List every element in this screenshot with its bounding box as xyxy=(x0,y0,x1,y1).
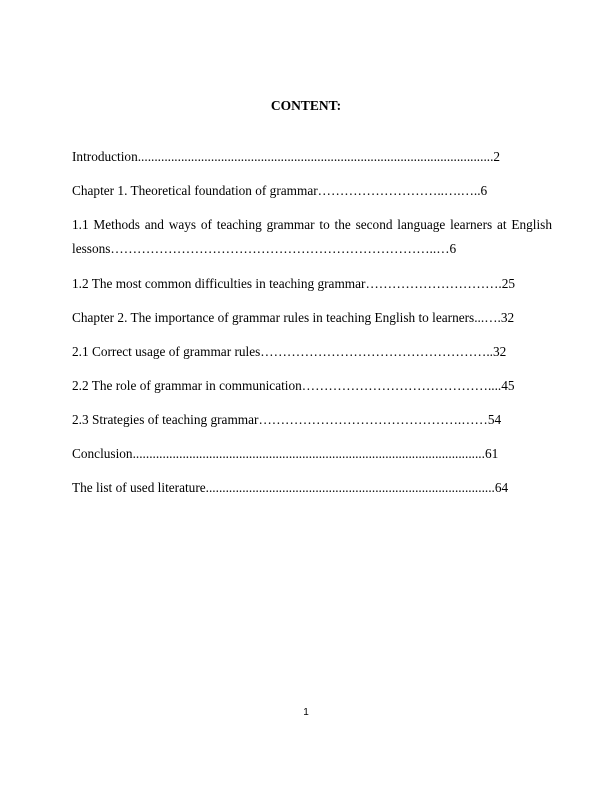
toc-entry-literature: The list of used literature.......................................................................................64 xyxy=(72,480,509,495)
page-number: 1 xyxy=(303,707,309,718)
toc-entry-chapter-1: Chapter 1. Theoretical foundation of grammar………………………..….…..6 xyxy=(72,183,488,198)
toc-entry-conclusion: Conclusion..........................................................................................................61 xyxy=(72,446,499,461)
toc-entry-section-2-3: 2.3 Strategies of teaching grammar……………………………………….……54 xyxy=(72,412,502,427)
toc-entry-section-1-1: 1.1 Methods and ways of teaching grammar to the second language learners at English lessons………………………………………………………………..…6 xyxy=(72,217,552,256)
toc-entry-section-1-2: 1.2 The most common difficulties in teaching grammar………………………….25 xyxy=(72,276,516,291)
toc-entry-section-2-1: 2.1 Correct usage of grammar rules……………………………………………..32 xyxy=(72,344,507,359)
toc-entry-section-2-2: 2.2 The role of grammar in communication……………………………………....45 xyxy=(72,378,515,393)
toc-entry-chapter-2: Chapter 2. The importance of grammar rules in teaching English to learners...….32 xyxy=(72,310,515,325)
page-title: CONTENT: xyxy=(270,98,342,113)
toc-entry-introduction: Introduction...........................................................................................................2 xyxy=(72,149,501,164)
